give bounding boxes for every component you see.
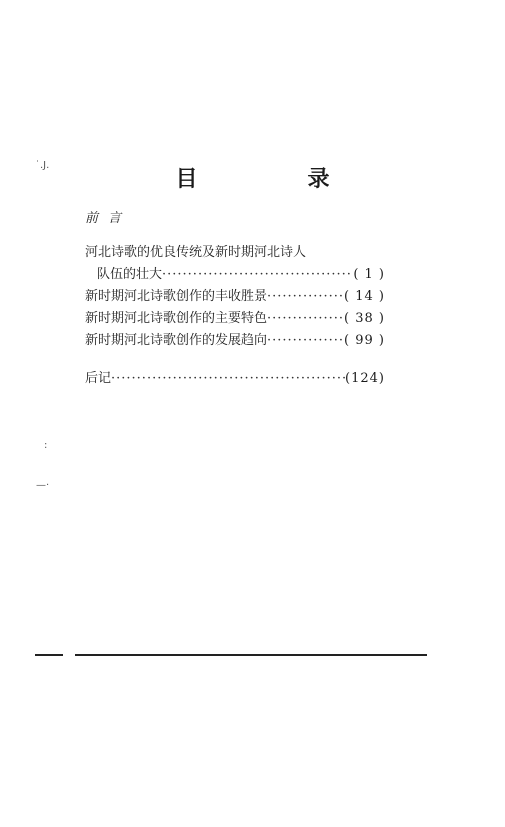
toc-entry-title: 后记 [85,371,112,386]
footer-rule [75,654,427,656]
toc-page-number: ( 14 ) [344,289,385,304]
toc-entry-title: 新时期河北诗歌创作的丰收胜景 [85,289,268,304]
scan-speck: : [44,440,48,451]
toc-title: 目 录 [175,167,374,192]
toc-entry [85,308,385,330]
toc-entry-title: 河北诗歌的优良传统及新时期河北诗人 [85,245,307,260]
scan-speck: ˙.J. [35,160,50,171]
dot-leader [267,286,344,308]
toc-page-number: ( 1 ) [353,267,385,282]
table-of-contents [85,242,385,390]
toc-entry [85,264,385,286]
dot-leader [267,330,344,352]
toc-entry [85,242,385,264]
preface-entry: 前言 [85,211,132,226]
toc-page-number: ( 99 ) [344,333,385,348]
toc-entry-title: 新时期河北诗歌创作的主要特色 [85,311,268,326]
toc-entry [85,286,385,308]
toc-entry-title: 新时期河北诗歌创作的发展趋向 [85,333,268,348]
toc-entry-afterword [85,368,385,390]
toc-entry [85,330,385,352]
toc-page-number: ( 38 ) [344,311,385,326]
dot-leader [111,368,345,390]
scan-speck: —· [36,480,50,491]
dot-leader [267,308,344,330]
dot-leader [162,264,353,286]
footer-rule [35,654,63,656]
toc-page-number: (124) [345,371,385,386]
toc-entry-title: 队伍的壮大 [97,267,163,282]
